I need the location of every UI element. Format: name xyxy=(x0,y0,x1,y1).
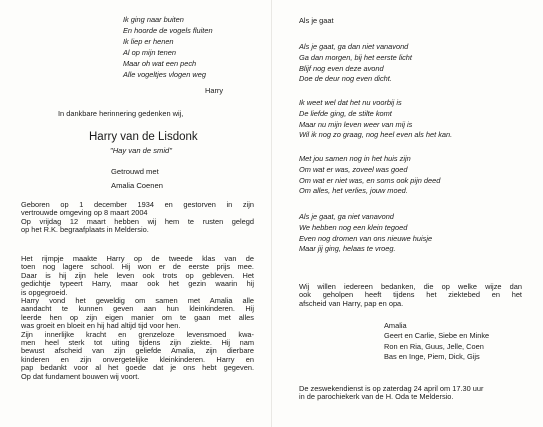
family-line: Bas en Inge, Piem, Dick, Gijs xyxy=(384,352,480,362)
poem-line: Al op mijn tenen xyxy=(123,48,176,58)
poem-line: Maar oh wat een pech xyxy=(123,59,197,69)
mass-line: De zeswekendienst is op zaterdag 24 april om 17.30 uur xyxy=(299,384,484,393)
poem-line: Om wat er was, zoveel was goed xyxy=(299,164,408,174)
mass-line: in de parochiekerk van de H. Oda te Meldersio. xyxy=(299,392,454,402)
bio-line: is opgegroeid. xyxy=(21,287,68,297)
poem-line: En hoorde de vogels fluiten xyxy=(123,26,213,36)
poem-line: Ik liep er henen xyxy=(123,37,174,47)
deceased-name: Harry van de Lisdonk xyxy=(89,131,198,143)
thanks-line: ook geholpen heeft tijdens het ziektebed en het xyxy=(299,290,522,300)
bio-line: op het R.K. begraafplaats in Meldersio. xyxy=(21,225,149,235)
bio-line: vertrouwde omgeving op 8 maart 2004 xyxy=(21,208,148,218)
poem-line: Om alles, het verlies, jouw moed. xyxy=(299,186,408,196)
bio-line: Geboren op 1 december 1934 en gestorven in zijn xyxy=(21,200,254,209)
poem-line: Om wat er niet was, en soms ook pijn deed xyxy=(299,175,441,185)
poem-line: Blijf nog even deze avond xyxy=(299,63,384,73)
married-label: Getrouwd met xyxy=(111,167,159,176)
bio-line: Zijn innerlijke kracht en grenzeloze levensmoed kwa- xyxy=(21,329,254,339)
bio-line: Harry vond het geweldig om samen met Amalia alle xyxy=(21,296,254,306)
poem-stanza-3 xyxy=(299,155,440,196)
bio-line: Op vrijdag 12 maart hebben wij hem te rusten gelegd xyxy=(21,216,254,226)
memorial-line: In dankbare herinnering gedenken wij, xyxy=(58,109,184,118)
poem-stanza-4 xyxy=(299,213,432,254)
poem-line: Even nog dromen van ons nieuwe huisje xyxy=(299,233,433,243)
poem-line: Alle vogeltjes vlogen weg xyxy=(123,70,206,80)
bio-line: bewust afscheid van zijn geliefde Amalia, zijn dierbare xyxy=(21,346,254,356)
bio-line: Daar is hij zijn hele leven ook trots op gebleven. Het xyxy=(21,270,254,280)
bio-line: Op dat fundament bouwen wij voort. xyxy=(21,371,140,381)
family-line: Amalia xyxy=(384,321,407,330)
poem-line: Maar jij ging, helaas te vroeg. xyxy=(299,244,396,254)
poem-title: Als je gaat xyxy=(299,16,334,25)
thanks-line: Wij willen iedereen bedanken, die op welke wijze dan xyxy=(299,282,522,291)
family-names xyxy=(384,322,489,362)
poem-stanza-2 xyxy=(299,99,452,140)
childhood-poem xyxy=(123,16,213,80)
bio-line: men heel sterk tot uiting tijdens zijn ziekte. Hij nam xyxy=(21,338,254,348)
bio-story xyxy=(21,255,254,381)
bio-line: was groeit en bloeit en hij had altijd tijd voor hen. xyxy=(21,321,181,331)
bio-line: Het rijmpje maakte Harry op de tweede klas van de xyxy=(21,254,254,263)
poem-line: Maar nu mijn leven weer van mij is xyxy=(299,119,413,129)
poem-line: We hebben nog een klein tegoed xyxy=(299,222,408,232)
poem-line: Als je gaat, ga dan niet vanavond xyxy=(299,42,409,51)
poem-stanza-1 xyxy=(299,43,412,84)
bio-line: leerde hen op zijn eigen manier om te gaan met alles xyxy=(21,312,254,322)
spouse-name: Amalia Coenen xyxy=(111,181,163,190)
thanks-line: afscheid van Harry, pap en opa. xyxy=(299,298,404,308)
poem-line: Ga dan morgen, bij het eerste licht xyxy=(299,52,412,62)
poem-line: Als je gaat, ga niet vanavond xyxy=(299,212,394,221)
card-fold xyxy=(271,0,272,427)
nickname: "Hay van de smid" xyxy=(110,146,172,155)
bio-line: kinderen en zijn onvergetelijke kleinkinderen. Harry en xyxy=(21,354,254,364)
poem-line: Wil ik nog zo graag, nog heel even als het kan. xyxy=(299,130,453,140)
poem-author: Harry xyxy=(205,86,224,95)
bio-line: toen nog lagere school. Hij won er de eerste prijs mee. xyxy=(21,262,254,272)
poem-line: De liefde ging, de stilte komt xyxy=(299,108,392,118)
family-line: Geert en Carlie, Siebe en Minke xyxy=(384,331,490,341)
thanks-text xyxy=(299,283,522,308)
bio-line: aandacht te kunnen geven aan hun kleinkinderen. Hij xyxy=(21,304,254,314)
bio-line: gedichtje typeert Harry, maar ook het gezin waarin hij xyxy=(21,279,254,289)
poem-line: Met jou samen nog in het huis zijn xyxy=(299,154,411,163)
poem-line: Doe de deur nog even dicht. xyxy=(299,74,392,84)
poem-line: Ik weet wel dat het nu voorbij is xyxy=(299,98,402,107)
family-line: Ron en Ria, Guus, Jelle, Coen xyxy=(384,341,484,351)
bio-line: pap bedankt voor al het goede dat je ons hebt gegeven. xyxy=(21,363,254,373)
bio-dates xyxy=(21,201,254,235)
poem-line: Ik ging naar buiten xyxy=(123,15,184,24)
mass-notice xyxy=(299,385,483,402)
